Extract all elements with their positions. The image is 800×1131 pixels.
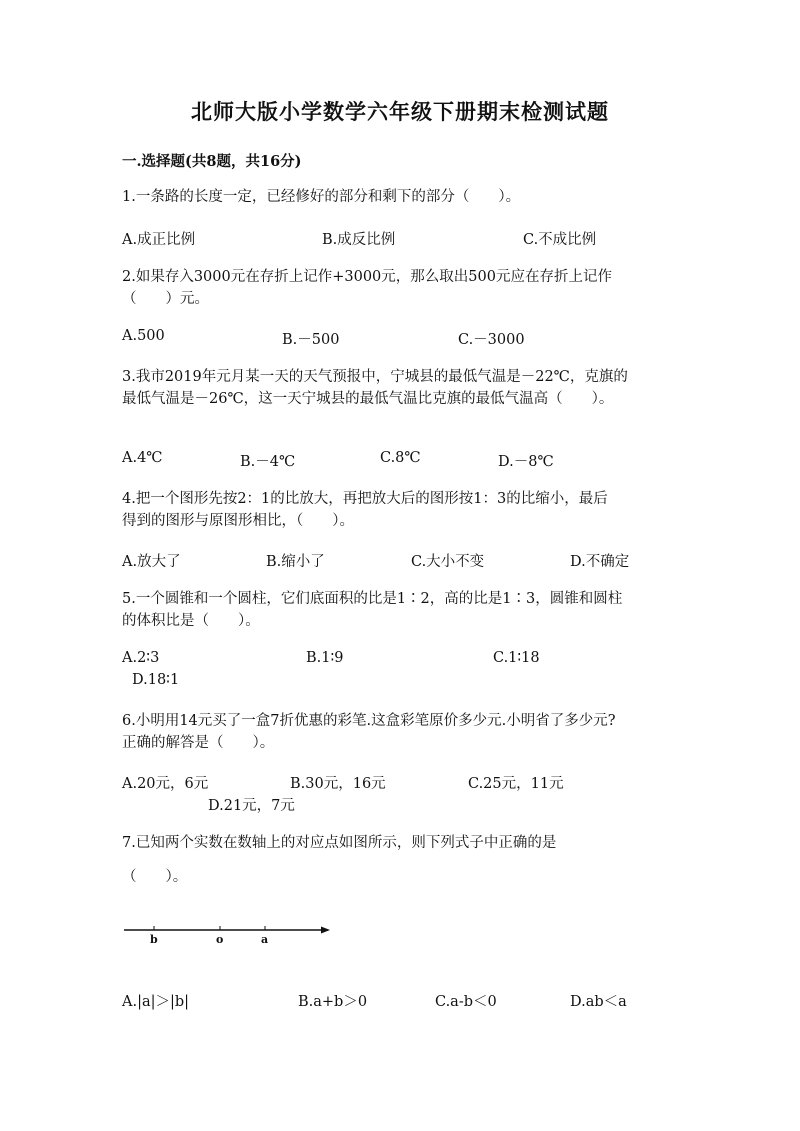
number-line-arrow-icon xyxy=(321,927,330,934)
q7-option-d[interactable]: D.ab＜a xyxy=(570,994,627,1010)
q4-option-b[interactable]: B.缩小了 xyxy=(266,554,325,570)
question-3-stem-line2: 最低气温是－26℃，这一天宁城县的最低气温比克旗的最低气温高（ ）。 xyxy=(122,391,614,407)
question-5-stem-line1: 5.一个圆锥和一个圆柱，它们底面积的比是1∶2，高的比是1∶3，圆锥和圆柱 xyxy=(122,591,623,607)
question-6-stem-line1: 6.小明用14元买了一盒7折优惠的彩笔.这盒彩笔原价多少元.小明省了多少元? xyxy=(122,713,616,729)
q4-option-a[interactable]: A.放大了 xyxy=(122,554,181,570)
q5-option-b[interactable]: B.1∶9 xyxy=(306,650,344,666)
q3-option-d[interactable]: D.－8℃ xyxy=(498,454,554,470)
q5-option-c[interactable]: C.1∶18 xyxy=(493,650,540,666)
q1-option-c[interactable]: C.不成比例 xyxy=(523,232,597,248)
question-1-stem: 1.一条路的长度一定，已经修好的部分和剩下的部分（ ）。 xyxy=(122,189,521,205)
question-4-stem-line1: 4.把一个图形先按2：1的比放大，再把放大后的图形按1：3的比缩小，最后 xyxy=(122,491,608,507)
q7-option-c[interactable]: C.a-b＜0 xyxy=(435,994,497,1010)
q4-option-d[interactable]: D.不确定 xyxy=(570,554,630,570)
q3-option-b[interactable]: B.－4℃ xyxy=(240,454,296,470)
q2-option-a[interactable]: A.500 xyxy=(122,328,165,344)
question-5-stem-line2: 的体积比是（ ）。 xyxy=(122,613,260,629)
point-label-a: a xyxy=(261,933,269,946)
number-line-figure xyxy=(120,918,340,948)
q2-option-b[interactable]: B.－500 xyxy=(282,332,340,348)
q3-option-a[interactable]: A.4℃ xyxy=(122,450,163,466)
question-2-stem-line2: （ ）元。 xyxy=(122,291,209,307)
point-label-o: o xyxy=(216,933,224,946)
question-6-stem-line2: 正确的解答是（ ）。 xyxy=(122,735,275,751)
question-4-stem-line2: 得到的图形与原图形相比，（ ）。 xyxy=(122,513,354,529)
q6-option-d[interactable]: D.21元，7元 xyxy=(208,798,295,814)
q4-option-c[interactable]: C.大小不变 xyxy=(411,554,485,570)
question-3-stem-line1: 3.我市2019年元月某一天的天气预报中，宁城县的最低气温是－22℃，克旗的 xyxy=(122,369,628,385)
q6-option-b[interactable]: B.30元，16元 xyxy=(290,776,386,792)
q5-option-d[interactable]: D.18∶1 xyxy=(132,672,180,688)
question-7-stem-line1: 7.已知两个实数在数轴上的对应点如图所示，则下列式子中正确的是 xyxy=(122,835,557,851)
q3-option-c[interactable]: C.8℃ xyxy=(380,450,421,466)
question-7-stem-line2: （ ）。 xyxy=(122,869,188,885)
question-2-stem-line1: 2.如果存入3000元在存折上记作+3000元，那么取出500元应在存折上记作 xyxy=(122,269,612,285)
q6-option-c[interactable]: C.25元，11元 xyxy=(468,776,564,792)
section-heading: 一.选择题(共8题，共16分) xyxy=(122,153,302,170)
q6-option-a[interactable]: A.20元，6元 xyxy=(122,776,209,792)
q7-option-a[interactable]: A.|a|＞|b| xyxy=(122,994,190,1010)
q1-option-a[interactable]: A.成正比例 xyxy=(122,232,196,248)
q2-option-c[interactable]: C.－3000 xyxy=(458,332,525,348)
q5-option-a[interactable]: A.2∶3 xyxy=(122,650,160,666)
q7-option-b[interactable]: B.a+b＞0 xyxy=(298,994,368,1010)
q1-option-b[interactable]: B.成反比例 xyxy=(322,232,396,248)
page-title: 北师大版小学数学六年级下册期末检测试题 xyxy=(191,99,609,124)
point-label-b: b xyxy=(150,933,158,946)
